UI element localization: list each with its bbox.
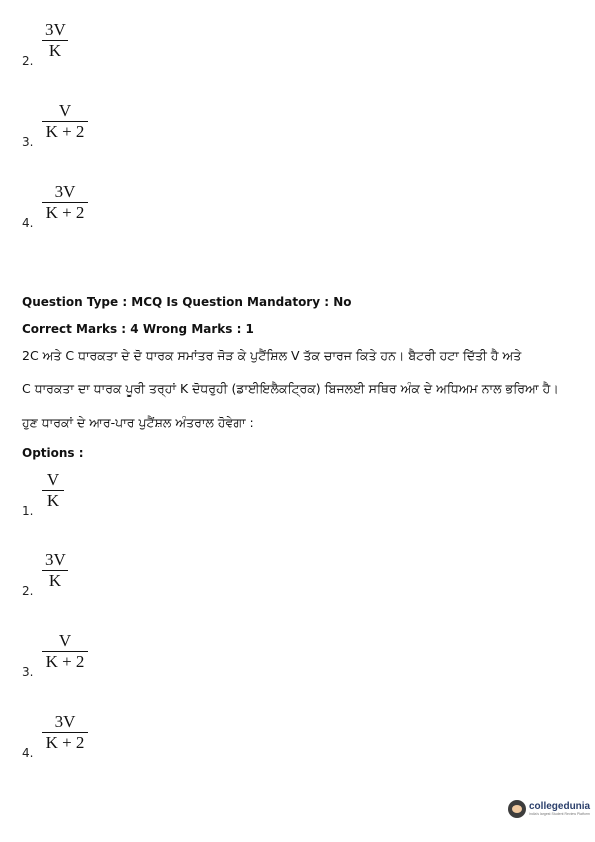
logo-tagline: India's largest Student Review Platform (529, 811, 590, 816)
collegedunia-logo (508, 800, 590, 818)
mascot-icon (508, 800, 526, 818)
fraction-denominator: K (48, 571, 62, 591)
fraction-denominator: K + 2 (45, 122, 85, 142)
option-number: 3. (22, 665, 34, 679)
fraction-numerator: V (58, 631, 72, 650)
option-fraction (42, 182, 88, 223)
logo-name: collegedunia (529, 800, 591, 812)
fraction-denominator: K + 2 (45, 733, 85, 753)
fraction-numerator: 3V (54, 182, 76, 201)
fraction-denominator: K (48, 41, 62, 61)
option-fraction (42, 20, 68, 61)
question-text-line-1: 2C ਅਤੇ C ਧਾਰਕਤਾ ਦੇ ਦੋ ਧਾਰਕ ਸਮਾਂਤਰ ਜੋੜ ਕੇ ਪੁਟੈਂਸ਼ਿਲ V ਤੱਕ ਚਾਰਜ ਕਿਤੇ ਹਨ। ਬੈਟਰੀ ਹਟਾ ਦਿੱਤੀ ਹੈ ਅਤੇ (22, 348, 522, 363)
option-fraction (42, 712, 88, 753)
option-number: 2. (22, 54, 34, 68)
logo-text (529, 802, 590, 817)
option-fraction (42, 550, 68, 591)
option-fraction (42, 631, 88, 672)
option-number: 2. (22, 584, 34, 598)
option-fraction (42, 470, 64, 511)
question-type-line: Question Type : MCQ Is Question Mandatory : No (22, 295, 352, 309)
option-fraction (42, 101, 88, 142)
fraction-numerator: V (58, 101, 72, 120)
options-label: Options : (22, 446, 84, 460)
fraction-numerator: 3V (45, 20, 66, 39)
option-number: 1. (22, 504, 34, 518)
fraction-denominator: K (46, 491, 60, 511)
fraction-numerator: 3V (54, 712, 76, 731)
fraction-numerator: V (46, 470, 60, 489)
fraction-numerator: 3V (45, 550, 66, 569)
option-number: 3. (22, 135, 34, 149)
option-number: 4. (22, 216, 34, 230)
fraction-denominator: K + 2 (45, 652, 85, 672)
question-text-line-2: C ਧਾਰਕਤਾ ਦਾ ਧਾਰਕ ਪੂਰੀ ਤਰ੍ਹਾਂ K ਦੋਧਰੁਹੀ (ਡਾਈਇਲੈਕਟ੍ਰਿਕ) ਬਿਜਲਈ ਸਥਿਰ ਅੰਕ ਦੇ ਅਧਿਅਮ ਨਾਲ ਭਰਿਆ ਹੈ। (22, 381, 559, 396)
question-text-line-3: ਹੁਣ ਧਾਰਕਾਂ ਦੇ ਆਰ-ਪਾਰ ਪੁਟੈਂਸ਼ਲ ਅੰਤਰਾਲ ਹੋਵੇਗਾ : (22, 415, 254, 430)
option-number: 4. (22, 746, 34, 760)
fraction-denominator: K + 2 (45, 203, 85, 223)
marks-line: Correct Marks : 4 Wrong Marks : 1 (22, 322, 254, 336)
